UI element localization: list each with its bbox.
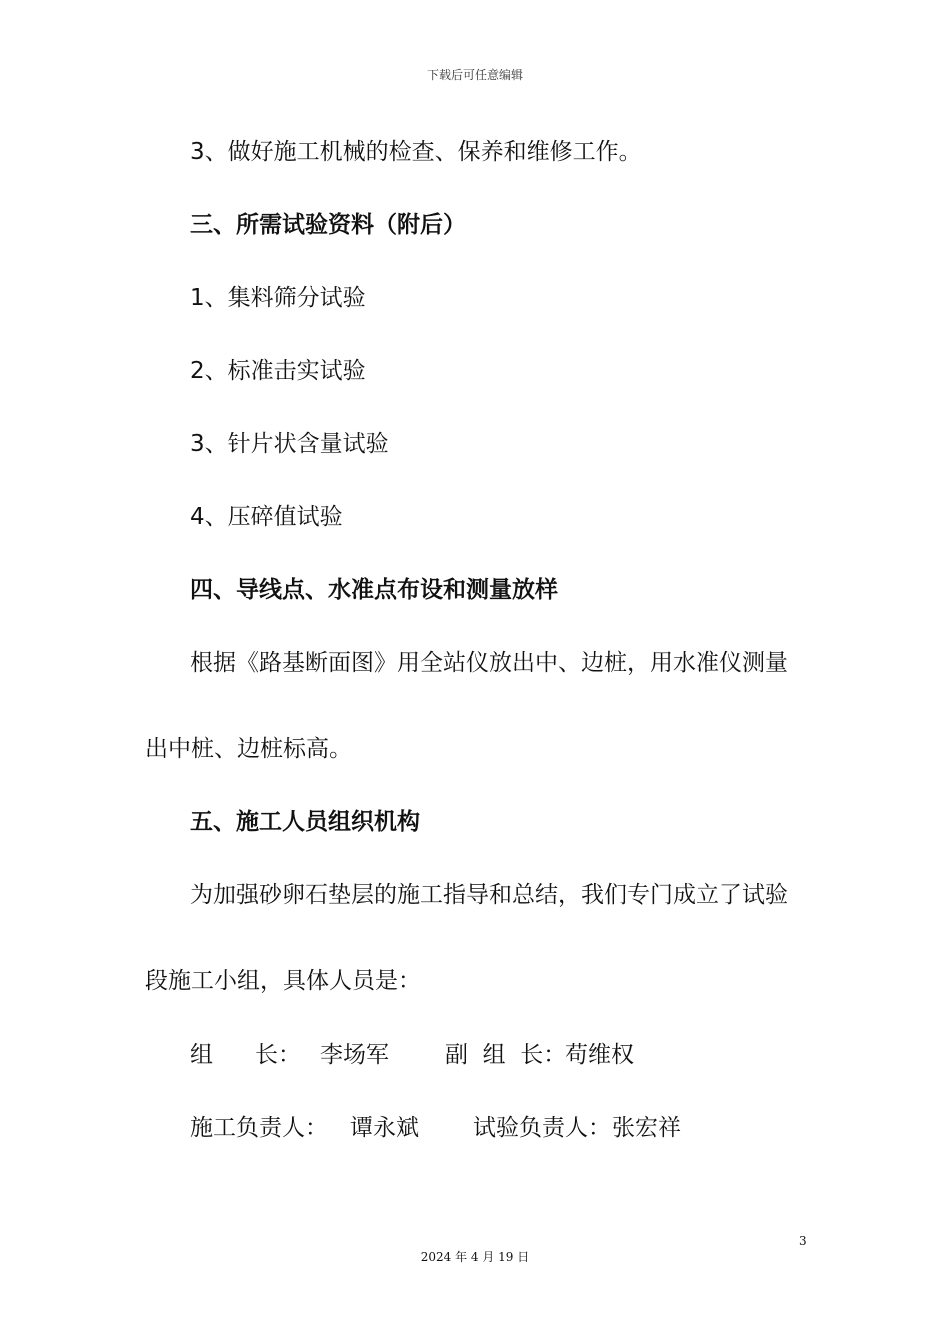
footer-date: 2024 年 4 月 19 日	[420, 1250, 530, 1264]
paragraph-survey-line2: 出中桩、边桩标高。	[145, 736, 352, 762]
test-manager-name: 张宏祥	[612, 1115, 681, 1141]
section-heading-3: 三、所需试验资料（附后）	[190, 212, 466, 238]
deputy-leader-label: 副 组 长：	[445, 1042, 567, 1068]
leader-label-part2: 长：	[255, 1042, 301, 1068]
list-item: 1、集料筛分试验	[190, 285, 366, 311]
leader-label-part1: 组	[190, 1042, 213, 1068]
page-number: 3	[799, 1234, 807, 1248]
section-heading-4: 四、导线点、水准点布设和测量放样	[190, 577, 558, 603]
staff-row-leaders	[0, 1040, 950, 1070]
paragraph-machinery: 3、做好施工机械的检查、保养和维修工作。	[190, 139, 642, 165]
paragraph-survey-line1: 根据《路基断面图》用全站仪放出中、边桩，用水准仪测量	[190, 650, 788, 676]
section-heading-5: 五、施工人员组织机构	[190, 809, 420, 835]
paragraph-team-line1: 为加强砂卵石垫层的施工指导和总结，我们专门成立了试验	[190, 882, 788, 908]
test-manager-label: 试验负责人：	[473, 1115, 611, 1141]
list-item: 2、标准击实试验	[190, 358, 366, 384]
page-header: 下载后可任意编辑	[426, 68, 523, 82]
list-item: 4、压碎值试验	[190, 504, 343, 530]
deputy-leader-name: 苟维权	[565, 1042, 634, 1068]
construction-manager-name: 谭永斌	[350, 1115, 419, 1141]
paragraph-team-line2: 段施工小组，具体人员是：	[145, 968, 421, 994]
staff-row-managers	[0, 1113, 950, 1143]
list-item: 3、针片状含量试验	[190, 431, 389, 457]
construction-manager-label: 施工负责人：	[190, 1115, 328, 1141]
leader-name: 李场军	[320, 1042, 389, 1068]
